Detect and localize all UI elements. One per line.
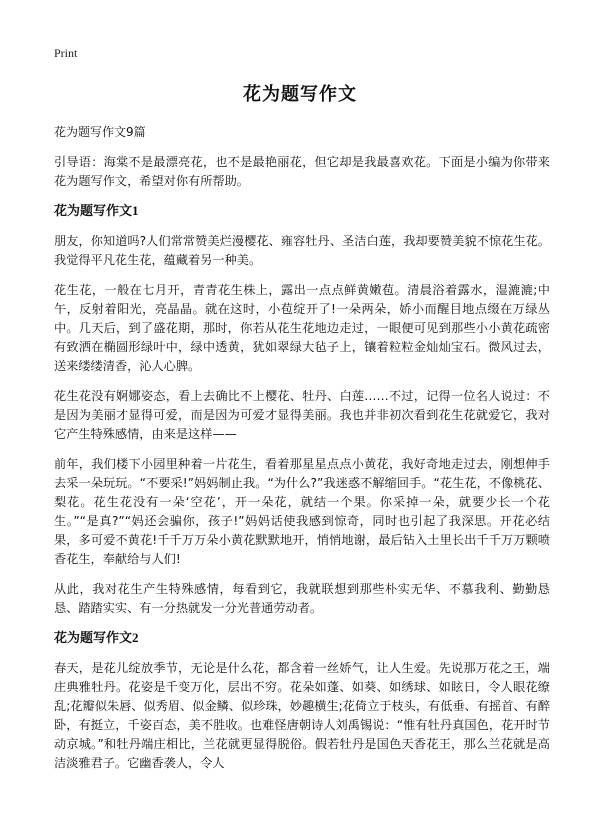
- document-title: 花为题写作文: [243, 84, 357, 105]
- section-heading: 花为题写作文2: [54, 630, 139, 645]
- paragraph: 花生花，一般在七月开，青青花生株上，露出一点点鲜黄嫩苞。清晨浴着露水，湿漉漉;中午，反射着阳光，亮晶晶。就在这时，小苞绽开了!一朵两朵，娇小而醒目地点缀在万绿丛中。几天后，到了盛花期，那时，你若从花生花地边走过，一眼便可见到那些小小黄花疏密有致洒在椭圆形绿叶中，绿中透黄，犹如翠绿大毡子上，镶着粒粒金灿灿宝石。微风过去，送来缕缕清香，沁人心脾。: [54, 283, 550, 373]
- essay-section-1: [54, 202, 550, 618]
- paragraph: 花生花没有婀娜姿态，看上去确比不上樱花、牡丹、白莲……不过，记得一位名人说过：不是因为美丽才显得可爱，而是因为可爱才显得美丽。我也并非初次看到花生花就爱它，我对它产生特殊感情，由来是这样——: [54, 389, 550, 441]
- paragraph: 前年，我们楼下小园里种着一片花生，看着那星星点点小黄花，我好奇地走过去，刚想伸手去采一朵玩玩。“不要采!”妈妈制止我。“为什么?”我迷惑不解缩回手。“花生花，不像桃花、梨花。花生花没有一朵‘空花’，开一朵花，就结一个果。你采掉一朵，就要少长一个花生。”“是真?”“妈还会骗你，孩子!”妈妈话使我感到惊奇，同时也引起了我深思。开花必结果，多可爱不黄花!千千万万朵小黄花默默地开，悄悄地谢，最后钻入土里长出千千万万颗喷香花生，奉献给与人们!: [54, 457, 550, 566]
- intro-paragraph: 引导语：海棠不是最漂亮花，也不是最艳丽花，但它却是我最喜欢花。下面是小编为你带来花为题写作文，希望对你有所帮助。: [54, 155, 550, 188]
- print-link[interactable]: Print: [54, 46, 78, 60]
- paragraph: 从此，我对花生产生特殊感情，每看到它，我就联想到那些朴实无华、不慕我利、勤勤恳恳、踏踏实实、有一分热就发一分光普通劳动者。: [54, 582, 550, 615]
- document-body: [54, 124, 550, 784]
- paragraph: 朋友，你知道吗?人们常常赞美烂漫樱花、雍容牡丹、圣洁白莲，我却要赞美貌不惊花生花。我觉得平凡花生花，蕴藏着另一种美。: [54, 234, 550, 267]
- essay-section-2: [54, 629, 550, 773]
- paragraph: 春天，是花儿绽放季节，无论是什么花，都含着一丝娇气，让人生爱。先说那万花之王，端庄典雅牡丹。花姿是千变万化，层出不穷。花朵如蓬、如葵、如绣球、如眩日，令人眼花缭乱;花瓣似朱唇、似秀眉、似金鳞、似珍珠，妙趣横生;花倚立于枝头，有低垂、有摇首、有醉卧，有挺立，千姿百态，美不胜收。也难怪唐朝诗人刘禹锡说：“惟有牡丹真国色，花开时节动京城。”和牡丹端庄相比，兰花就更显得脱俗。假若牡丹是国色天香花王，那么兰花就是高洁淡雅君子。它幽香袭人，令人: [54, 661, 550, 770]
- section-heading: 花为题写作文1: [54, 203, 139, 218]
- document-subtitle: 花为题写作文9篇: [54, 125, 146, 139]
